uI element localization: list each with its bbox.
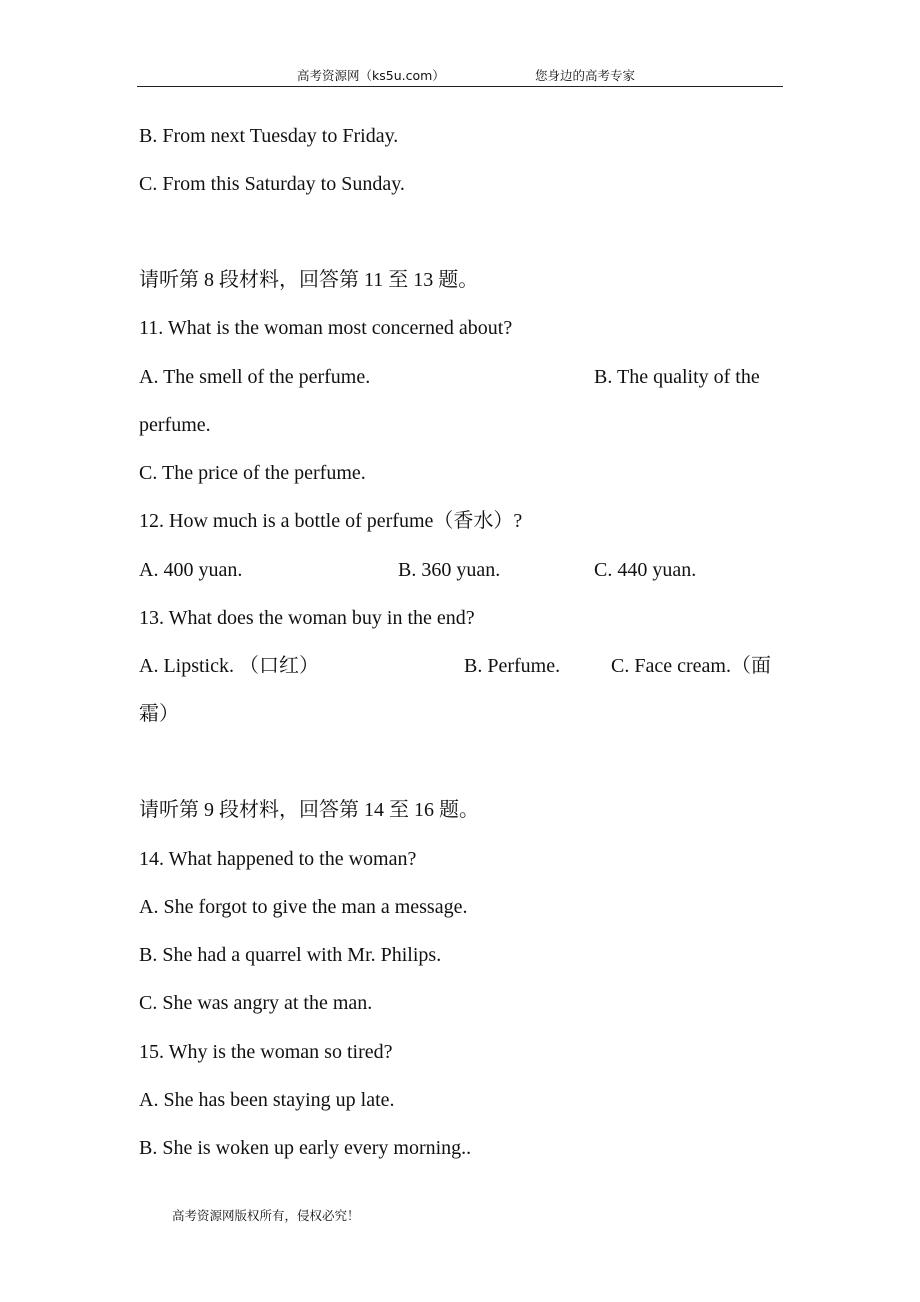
question-14: 14. What happened to the woman? <box>139 848 417 870</box>
q13-option-c: C. Face cream.（面 <box>611 655 771 677</box>
q13-option-c-continued: 霜） <box>139 703 179 725</box>
q12-option-b: B. 360 yuan. <box>398 559 501 581</box>
q14-option-a: A. She forgot to give the man a message. <box>139 896 468 918</box>
q10-option-c: C. From this Saturday to Sunday. <box>139 173 405 195</box>
q11-option-b-continued: perfume. <box>139 414 211 436</box>
page-header <box>137 62 783 87</box>
header-tagline: 您身边的高考专家 <box>535 68 636 83</box>
question-15: 15. Why is the woman so tired? <box>139 1041 393 1063</box>
q15-option-a: A. She has been staying up late. <box>139 1089 395 1111</box>
q15-option-b: B. She is woken up early every morning.. <box>139 1137 472 1159</box>
q12-option-a: A. 400 yuan. <box>139 559 243 581</box>
q13-option-b: B. Perfume. <box>464 655 561 677</box>
q11-option-c: C. The price of the perfume. <box>139 462 366 484</box>
q14-option-c: C. She was angry at the man. <box>139 992 373 1014</box>
header-site-name: 高考资源网（ks5u.com） <box>297 68 445 83</box>
page-footer-copyright: 高考资源网版权所有，侵权必究！ <box>172 1208 360 1223</box>
q11-option-b: B. The quality of the <box>594 366 760 388</box>
question-13: 13. What does the woman buy in the end? <box>139 607 475 629</box>
q13-option-a: A. Lipstick. （口红） <box>139 655 319 677</box>
q10-option-b: B. From next Tuesday to Friday. <box>139 125 399 147</box>
question-12: 12. How much is a bottle of perfume（香水）? <box>139 510 523 532</box>
section-8-instruction: 请听第 8 段材料，回答第 11 至 13 题。 <box>139 269 479 291</box>
q11-option-a: A. The smell of the perfume. <box>139 366 371 388</box>
section-9-instruction: 请听第 9 段材料，回答第 14 至 16 题。 <box>139 799 479 821</box>
q14-option-b: B. She had a quarrel with Mr. Philips. <box>139 944 442 966</box>
q12-option-c: C. 440 yuan. <box>594 559 697 581</box>
question-11: 11. What is the woman most concerned about? <box>139 317 513 339</box>
